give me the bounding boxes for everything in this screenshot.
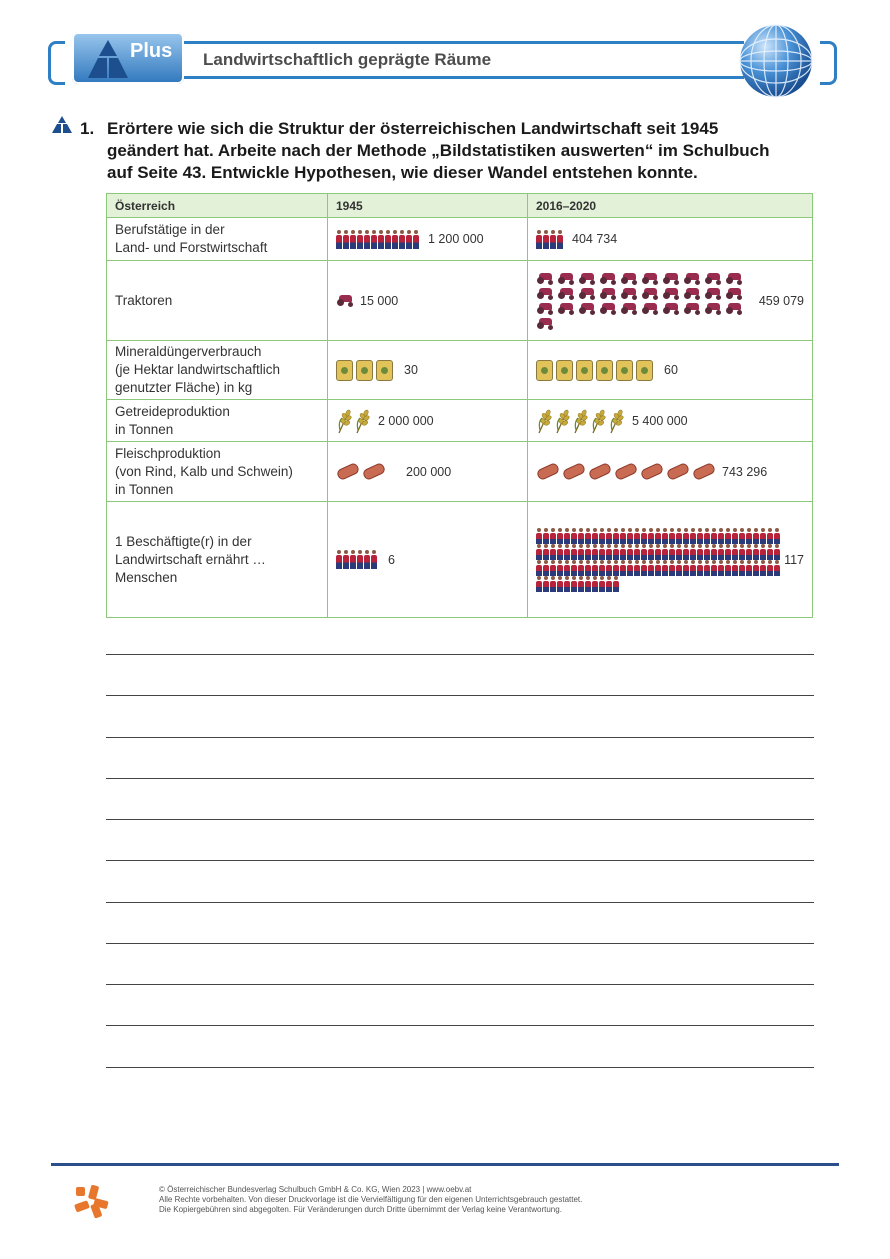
row-label-line: Traktoren [115, 292, 173, 308]
row-label-line: Landwirtschaft ernährt … [115, 551, 266, 567]
person-icon [350, 230, 356, 249]
fertilizer-sack-icon [336, 360, 353, 381]
tractor-icon [578, 302, 597, 315]
person-icon [746, 560, 752, 576]
row-label-line: in Tonnen [115, 481, 174, 497]
sausage-icons [336, 466, 388, 477]
footer-copyright [159, 1185, 582, 1215]
person-icon [543, 544, 549, 560]
publisher-logo-icon [72, 1183, 110, 1221]
person-icon [732, 544, 738, 560]
sausage-icon [336, 462, 361, 481]
wheat-icon [354, 408, 370, 434]
person-icon [648, 544, 654, 560]
person-icon [357, 230, 363, 249]
column-header-1945: 1945 [328, 194, 528, 218]
tractor-icon [536, 287, 555, 300]
table-row-workers [107, 218, 813, 261]
row-label-line: Fleischproduktion [115, 445, 221, 461]
person-icon [585, 544, 591, 560]
row-label-line: genutzter Fläche) in kg [115, 380, 253, 395]
table-row-meat [107, 442, 813, 502]
cell-1945 [328, 261, 528, 341]
person-icon [543, 576, 549, 592]
person-icon [599, 576, 605, 592]
tractor-icon [683, 302, 702, 315]
wheat-icon [536, 408, 552, 434]
person-icon [739, 560, 745, 576]
tractor-icon [578, 287, 597, 300]
person-icon [392, 230, 398, 249]
footer-rule [51, 1163, 839, 1166]
writing-line [106, 1025, 814, 1026]
writing-line [106, 654, 814, 655]
sausage-icon [588, 462, 613, 481]
writing-line [106, 695, 814, 696]
fertilizer-sack-icon [576, 360, 593, 381]
person-icon [399, 230, 405, 249]
person-icon [711, 560, 717, 576]
person-icon [774, 528, 780, 544]
person-icon [753, 528, 759, 544]
person-icon [599, 528, 605, 544]
tractor-icon [662, 272, 681, 285]
person-icon [571, 544, 577, 560]
fertilizer-sack-icons [336, 360, 396, 381]
person-icon [774, 560, 780, 576]
person-icon [662, 544, 668, 560]
person-icon [739, 528, 745, 544]
person-icon [676, 560, 682, 576]
header-bracket-left [48, 41, 65, 85]
person-icon [767, 528, 773, 544]
person-icons [536, 528, 781, 592]
person-icons [336, 550, 378, 569]
table-header-row [107, 194, 813, 218]
person-icon [585, 528, 591, 544]
person-icon [655, 544, 661, 560]
person-icon [557, 560, 563, 576]
fertilizer-sack-icon [616, 360, 633, 381]
person-icon [578, 576, 584, 592]
person-icons [336, 230, 420, 249]
tractor-icons [536, 271, 752, 331]
tractor-icon [704, 287, 723, 300]
value-2016-2020: 5 400 000 [632, 413, 688, 428]
person-icon [385, 230, 391, 249]
sausage-icon [666, 462, 691, 481]
person-icon [676, 544, 682, 560]
person-icon [557, 230, 563, 249]
footer-line: © Österreichischer Bundesverlag Schulbuch GmbH & Co. KG, Wien 2023 | www.oebv.at [159, 1185, 472, 1194]
fertilizer-sack-icon [636, 360, 653, 381]
person-icon [746, 544, 752, 560]
person-icon [690, 560, 696, 576]
tractor-icon [662, 302, 681, 315]
page-title: Landwirtschaftlich geprägte Räume [203, 50, 492, 69]
task-line: geändert hat. Arbeite nach der Methode „Bildstatistiken auswerten“ im Schulbuch [107, 141, 770, 160]
person-icon [648, 560, 654, 576]
tractor-icon [704, 272, 723, 285]
globe-icon [738, 23, 814, 99]
tractor-icon [704, 302, 723, 315]
person-icon [613, 528, 619, 544]
tractor-icon [578, 272, 597, 285]
person-icon [662, 560, 668, 576]
value-2016-2020: 404 734 [572, 232, 618, 246]
person-icon [578, 528, 584, 544]
sausage-icon [362, 462, 387, 481]
wheat-icon [554, 408, 570, 434]
tractor-icon [620, 287, 639, 300]
value-2016-2020: 459 079 [758, 293, 804, 308]
person-icon [536, 544, 542, 560]
person-icon [718, 560, 724, 576]
person-icon [557, 544, 563, 560]
tractor-icon [557, 302, 576, 315]
person-icon [550, 230, 556, 249]
person-icon [592, 544, 598, 560]
tractor-icon [725, 287, 744, 300]
person-icon [753, 544, 759, 560]
cell-2016-2020 [528, 442, 813, 502]
person-icon [627, 528, 633, 544]
writing-line [106, 778, 814, 779]
person-icon [648, 528, 654, 544]
person-icon [634, 560, 640, 576]
person-icon [543, 528, 549, 544]
person-icon [550, 544, 556, 560]
person-icon [564, 560, 570, 576]
person-icon [371, 230, 377, 249]
tractor-icon [557, 287, 576, 300]
person-icon [613, 576, 619, 592]
tractor-icon [536, 302, 555, 315]
tractor-icon [336, 294, 355, 307]
row-label-line: in Tonnen [115, 421, 174, 437]
tractor-icon [641, 272, 660, 285]
value-1945: 30 [404, 363, 418, 377]
cell-2016-2020 [528, 502, 813, 618]
tractor-icon [683, 272, 702, 285]
person-icon [550, 576, 556, 592]
row-label-line: Mineraldüngerverbrauch [115, 344, 262, 359]
person-icon [371, 550, 377, 569]
value-1945: 200 000 [406, 464, 452, 479]
column-header-2016-2020: 2016–2020 [528, 194, 813, 218]
person-icon [606, 576, 612, 592]
person-icon [753, 560, 759, 576]
person-icon [599, 560, 605, 576]
person-icon [662, 528, 668, 544]
fertilizer-sack-icon [536, 360, 553, 381]
person-icon [357, 550, 363, 569]
person-icon [704, 528, 710, 544]
person-icons [536, 230, 564, 249]
person-icon [364, 550, 370, 569]
value-1945: 6 [388, 552, 395, 567]
tractor-icon [599, 302, 618, 315]
sausage-icons [536, 466, 718, 477]
tractor-icon [725, 302, 744, 315]
person-icon [378, 230, 384, 249]
person-icon [725, 560, 731, 576]
tractor-icons [336, 293, 357, 308]
value-2016-2020: 60 [664, 363, 678, 377]
person-icon [627, 544, 633, 560]
cell-1945 [328, 442, 528, 502]
person-icon [585, 560, 591, 576]
task-number: 1. [80, 119, 95, 138]
person-icon [336, 550, 342, 569]
wheat-icon [608, 408, 624, 434]
footer-line: Die Kopiergebühren sind abgegolten. Für Veränderungen durch Dritte übernimmt der Verlag keine Verantwortung. [159, 1205, 562, 1214]
task-line: auf Seite 43. Entwickle Hypothesen, wie dieser Wandel entstehen konnte. [107, 163, 698, 182]
value-1945: 1 200 000 [428, 232, 484, 246]
person-icon [613, 544, 619, 560]
cell-2016-2020 [528, 218, 813, 261]
person-icon [669, 560, 675, 576]
tractor-icon [599, 272, 618, 285]
person-icon [599, 544, 605, 560]
person-icon [592, 560, 598, 576]
table-row-fertilizer [107, 341, 813, 400]
row-label-line: (von Rind, Kalb und Schwein) [115, 463, 293, 479]
sausage-icon [562, 462, 587, 481]
person-icon [413, 230, 419, 249]
writing-line [106, 1067, 814, 1068]
person-icon [760, 528, 766, 544]
row-label [107, 502, 328, 618]
row-label-line: 1 Beschäftigte(r) in der [115, 533, 252, 549]
pyramid-icon [86, 38, 130, 80]
person-icon [571, 528, 577, 544]
person-icon [620, 544, 626, 560]
person-icon [732, 528, 738, 544]
person-icon [697, 544, 703, 560]
person-icon [641, 528, 647, 544]
person-icon [564, 528, 570, 544]
person-icon [550, 528, 556, 544]
header-rule-bottom [184, 76, 744, 79]
person-icon [564, 544, 570, 560]
person-icon [557, 576, 563, 592]
person-icon [676, 528, 682, 544]
person-icon [620, 560, 626, 576]
person-icon [536, 560, 542, 576]
wheat-icon [336, 408, 352, 434]
cell-2016-2020 [528, 261, 813, 341]
person-icon [655, 560, 661, 576]
person-icon [641, 560, 647, 576]
person-icon [669, 544, 675, 560]
person-icon [718, 544, 724, 560]
person-icon [767, 544, 773, 560]
person-icon [711, 528, 717, 544]
wheat-icon [572, 408, 588, 434]
value-2016-2020: 117 [784, 552, 804, 567]
person-icon [557, 528, 563, 544]
person-icon [697, 560, 703, 576]
row-label [107, 218, 328, 261]
person-icon [718, 528, 724, 544]
writing-line [106, 737, 814, 738]
person-icon [697, 528, 703, 544]
person-icon [669, 528, 675, 544]
tractor-icon [725, 272, 744, 285]
person-icon [336, 230, 342, 249]
person-icon [774, 544, 780, 560]
person-icon [364, 230, 370, 249]
cell-1945 [328, 502, 528, 618]
column-header-country: Österreich [107, 194, 328, 218]
person-icon [620, 528, 626, 544]
row-label-line: Berufstätige in der [115, 222, 225, 237]
cell-1945 [328, 218, 528, 261]
value-1945: 15 000 [360, 293, 399, 308]
logo-text: Plus [130, 40, 173, 62]
task-instructions [107, 118, 827, 184]
person-icon [536, 230, 542, 249]
person-icon [627, 560, 633, 576]
person-icon [683, 528, 689, 544]
person-icon [592, 576, 598, 592]
person-icon [732, 560, 738, 576]
tractor-icon [683, 287, 702, 300]
writing-line [106, 860, 814, 861]
tractor-icon [599, 287, 618, 300]
table-row-people-fed [107, 502, 813, 618]
row-label-line: Getreideproduktion [115, 403, 230, 419]
task-pyramid-icon [52, 116, 72, 134]
person-icon [550, 560, 556, 576]
cell-1945 [328, 341, 528, 400]
person-icon [606, 560, 612, 576]
value-2016-2020: 743 296 [722, 464, 768, 479]
person-icon [350, 550, 356, 569]
fertilizer-sack-icon [376, 360, 393, 381]
person-icon [704, 544, 710, 560]
person-icon [683, 560, 689, 576]
person-icon [406, 230, 412, 249]
person-icon [613, 560, 619, 576]
page-header [0, 0, 890, 110]
person-icon [606, 544, 612, 560]
person-icon [711, 544, 717, 560]
person-icon [592, 528, 598, 544]
tractor-icon [641, 287, 660, 300]
person-icon [578, 560, 584, 576]
person-icon [343, 230, 349, 249]
row-label [107, 341, 328, 400]
row-label [107, 261, 328, 341]
value-1945: 2 000 000 [378, 413, 434, 428]
sausage-icon [614, 462, 639, 481]
row-label-line: (je Hektar landwirtschaftlich [115, 362, 281, 377]
writing-line [106, 902, 814, 903]
person-icon [578, 544, 584, 560]
row-label [107, 400, 328, 442]
wheat-icons [536, 408, 626, 434]
person-icon [536, 528, 542, 544]
table-row-grain [107, 400, 813, 442]
task-line: Erörtere wie sich die Struktur der österreichischen Landwirtschaft seit 1945 [107, 119, 719, 138]
person-icon [606, 528, 612, 544]
person-icon [585, 576, 591, 592]
row-label-line: Menschen [115, 569, 178, 585]
tractor-icon [557, 272, 576, 285]
person-icon [704, 560, 710, 576]
writing-line [106, 943, 814, 944]
person-icon [760, 544, 766, 560]
tractor-icon [536, 317, 555, 330]
sausage-icon [640, 462, 665, 481]
wheat-icon [590, 408, 606, 434]
person-icon [571, 576, 577, 592]
cell-2016-2020 [528, 341, 813, 400]
person-icon [564, 576, 570, 592]
table-row-tractors [107, 261, 813, 341]
row-label-line: Land- und Forstwirtschaft [115, 240, 268, 255]
writing-line [106, 819, 814, 820]
person-icon [634, 544, 640, 560]
person-icon [543, 560, 549, 576]
person-icon [655, 528, 661, 544]
fertilizer-sack-icon [356, 360, 373, 381]
header-rule-top [184, 41, 744, 44]
person-icon [536, 576, 542, 592]
person-icon [690, 544, 696, 560]
person-icon [543, 230, 549, 249]
cell-1945 [328, 400, 528, 442]
cell-2016-2020 [528, 400, 813, 442]
person-icon [641, 544, 647, 560]
person-icon [634, 528, 640, 544]
person-icon [739, 544, 745, 560]
plus-logo [72, 32, 184, 84]
fertilizer-sack-icon [556, 360, 573, 381]
fertilizer-sack-icons [536, 360, 656, 381]
person-icon [725, 528, 731, 544]
person-icon [746, 528, 752, 544]
picture-statistics-table [106, 193, 813, 618]
tractor-icon [641, 302, 660, 315]
person-icon [343, 550, 349, 569]
person-icon [725, 544, 731, 560]
person-icon [690, 528, 696, 544]
footer-line: Alle Rechte vorbehalten. Von dieser Druckvorlage ist die Vervielfältigung für den eigenen Unterrichtsgebrauch gestattet. [159, 1195, 583, 1204]
person-icon [760, 560, 766, 576]
person-icon [683, 544, 689, 560]
person-icon [767, 560, 773, 576]
person-icon [571, 560, 577, 576]
tractor-icon [662, 287, 681, 300]
row-label [107, 442, 328, 502]
tractor-icon [620, 302, 639, 315]
fertilizer-sack-icon [596, 360, 613, 381]
tractor-icon [536, 272, 555, 285]
sausage-icon [536, 462, 561, 481]
wheat-icons [336, 408, 372, 434]
tractor-icon [620, 272, 639, 285]
header-bracket-right [820, 41, 837, 85]
sausage-icon [692, 462, 717, 481]
writing-line [106, 984, 814, 985]
